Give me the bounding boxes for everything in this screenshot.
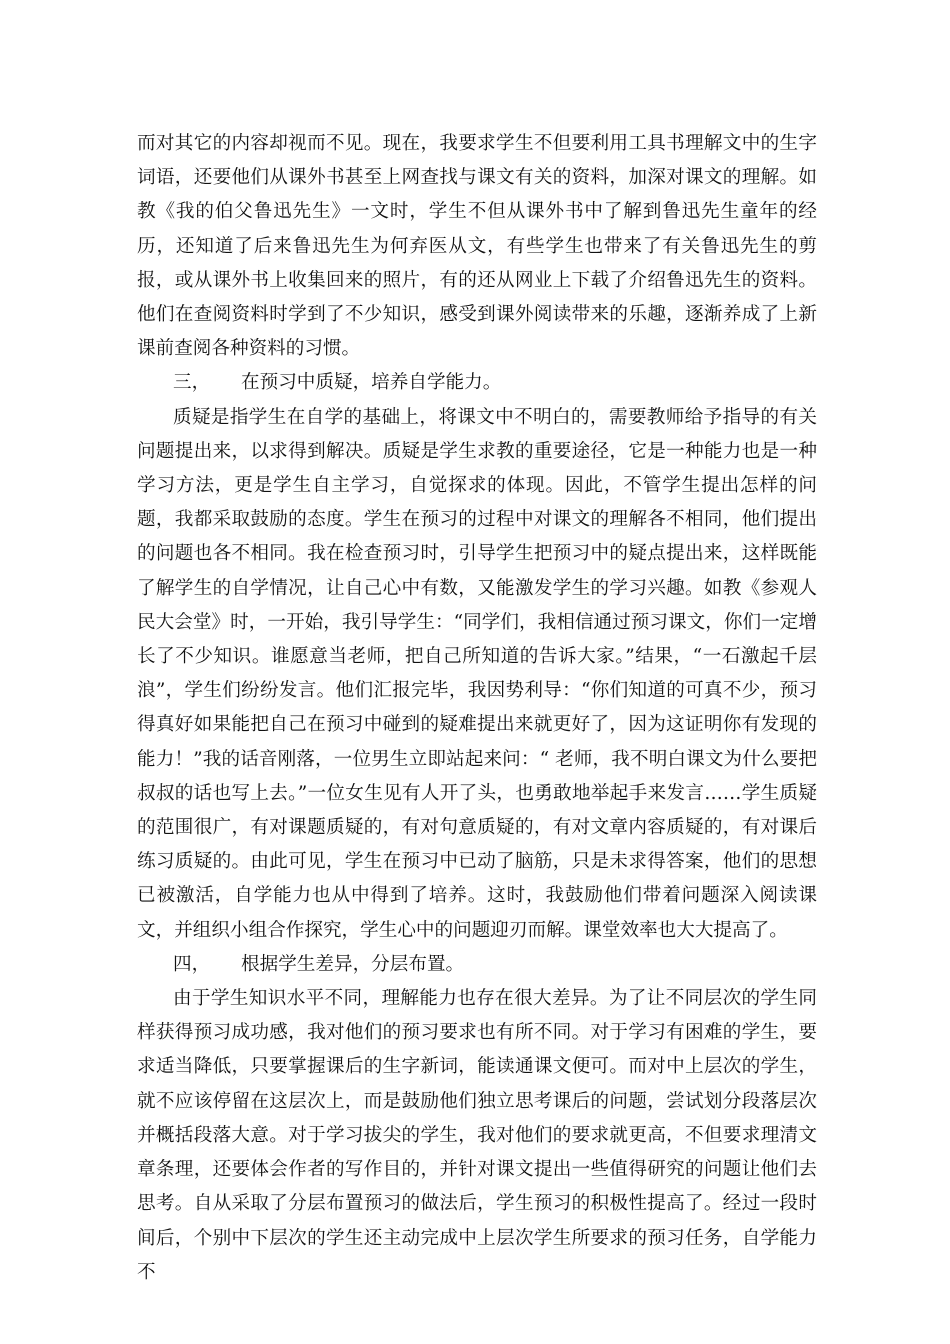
section-title-3: 在预习中质疑，培养自学能力。 xyxy=(241,372,502,394)
paragraph-resources: 而对其它的内容却视而不见。现在，我要求学生不但要利用工具书理解文中的生字词语，还要他们从课外书甚至上网查找与课文有关的资料，加深对课文的理解。如教《我的伯父鲁迅先生》一文时，学生不但从课外书中了解到鲁迅先生童年的经历，还知道了后来鲁迅先生为何弃医从文，有些学生也带来了有关鲁迅先生的剪报，或从课外书上收集回来的照片，有的还从网业上下载了介绍鲁迅先生的资料。他们在查阅资料时学到了不少知识，感受到课外阅读带来的乐趣，逐渐养成了上新课前查阅各种资料的习惯。 xyxy=(137,133,817,360)
section-number-4: 四， xyxy=(173,953,211,975)
paragraph-differentiation: 由于学生知识水平不同，理解能力也存在很大差异。为了让不同层次的学生同样获得预习成功感，我对他们的预习要求也有所不同。对于学习有困难的学生，要求适当降低，只要掌握课后的生字新词，能读通课文便可。而对中上层次的学生，就不应该停留在这层次上，而是鼓励他们独立思考课后的问题，尝试划分段落层次并概括段落大意。对于学习拔尖的学生，我对他们的要求就更高，不但要求理清文章条理，还要体会作者的写作目的，并针对课文提出一些值得研究的问题让他们去思考。自从采取了分层布置预习的做法后，学生预习的积极性提高了。经过一段时间后，个别中下层次的学生还主动完成中上层次学生所要求的预习任务，自学能力不 xyxy=(137,988,817,1283)
document-page xyxy=(137,127,817,1290)
section-number-3: 三， xyxy=(173,372,211,394)
paragraph-questioning: 质疑是指学生在自学的基础上，将课文中不明白的，需要教师给予指导的有关问题提出来，以求得到解决。质疑是学生求教的重要途径，它是一种能力也是一种学习方法，更是学生自主学习，自觉探求的体现。因此，不管学生提出怎样的问题，我都采取鼓励的态度。学生在预习的过程中对课文的理解各不相同，他们提出的问题也各不相同。我在检查预习时，引导学生把预习中的疑点提出来，这样既能了解学生的自学情况，让自己心中有数，又能激发学生的学习兴趣。如教《参观人民大会堂》时，一开始，我引导学生：“同学们，我相信通过预习课文，你们一定增长了不少知识。谁愿意当老师，把自己所知道的告诉大家。”结果，“一石激起千层浪”，学生们纷纷发言。他们汇报完毕，我因势利导：“你们知道的可真不少，预习得真好如果能把自己在预习中碰到的疑难提出来就更好了，因为这证明你有发现的能力！”我的话音刚落，一位男生立即站起来问：“ 老师，我不明白课文为什么要把叔叔的话也写上去。”一位女生见有人开了头，也勇敢地举起手来发言……学生质疑的范围很广，有对课题质疑的，有对句意质疑的，有对文章内容质疑的，有对课后练习质疑的。由此可见，学生在预习中已动了脑筋，只是未求得答案，他们的思想已被激活，自学能力也从中得到了培养。这时，我鼓励他们带着问题深入阅读课文，并组织小组合作探究，学生心中的问题迎刃而解。课堂效率也大大提高了。 xyxy=(137,406,817,941)
section-heading-3 xyxy=(137,366,817,400)
section-heading-4 xyxy=(137,948,817,982)
section-title-4: 根据学生差异，分层布置。 xyxy=(241,953,465,975)
